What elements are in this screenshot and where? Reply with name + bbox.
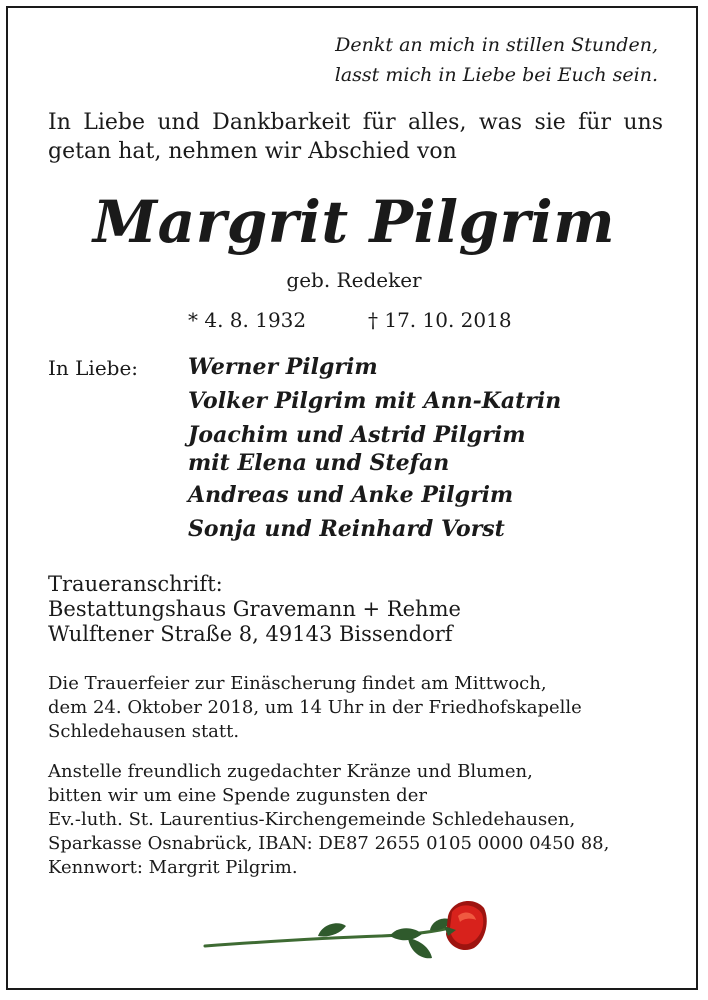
- donation-line-3: Ev.-luth. St. Laurentius-Kirchengemeinde Schledehausen,: [48, 809, 576, 830]
- intro-line-1: In Liebe und Dankbarkeit für alles, was sie für uns: [48, 110, 663, 135]
- ceremony-info: [48, 672, 582, 744]
- maiden-name: geb. Redeker: [286, 268, 422, 292]
- ceremony-line-3: Schledehausen statt.: [48, 721, 240, 742]
- motto-line-1: Denkt an mich in stillen Stunden,: [335, 34, 658, 56]
- family-member: Werner Pilgrim: [188, 354, 378, 380]
- funeral-address: [48, 572, 461, 647]
- address-line-1: Bestattungshaus Gravemann + Rehme: [48, 597, 461, 621]
- ceremony-line-1: Die Trauerfeier zur Einäscherung findet am Mittwoch,: [48, 673, 547, 694]
- donation-info: [48, 760, 609, 880]
- family-member: Joachim und Astrid Pilgrim: [188, 422, 526, 448]
- rose-icon: [200, 896, 490, 981]
- death-date: † 17. 10. 2018: [368, 308, 512, 332]
- donation-line-1: Anstelle freundlich zugedachter Kränze und Blumen,: [48, 761, 533, 782]
- family-member: Sonja und Reinhard Vorst: [188, 516, 505, 542]
- donation-line-5: Kennwort: Margrit Pilgrim.: [48, 857, 298, 878]
- family-member: Volker Pilgrim mit Ann-Katrin: [188, 388, 562, 414]
- family-label: In Liebe:: [48, 356, 139, 380]
- donation-line-2: bitten wir um eine Spende zugunsten der: [48, 785, 427, 806]
- intro-line-2: getan hat, nehmen wir Abschied von: [48, 139, 457, 164]
- family-member: mit Elena und Stefan: [188, 450, 450, 476]
- deceased-name: Margrit Pilgrim: [92, 188, 616, 256]
- family-list: [188, 350, 561, 546]
- donation-line-4: Sparkasse Osnabrück, IBAN: DE87 2655 0105 0000 0450 88,: [48, 833, 610, 854]
- address-label: Traueranschrift:: [48, 572, 223, 596]
- birth-date: * 4. 8. 1932: [188, 308, 307, 332]
- family-member: Andreas und Anke Pilgrim: [188, 482, 514, 508]
- address-line-2: Wulftener Straße 8, 49143 Bissendorf: [48, 622, 453, 646]
- ceremony-line-2: dem 24. Oktober 2018, um 14 Uhr in der Friedhofskapelle: [48, 697, 582, 718]
- motto: [335, 30, 658, 90]
- motto-line-2: lasst mich in Liebe bei Euch sein.: [334, 64, 658, 86]
- intro-text: [48, 108, 663, 166]
